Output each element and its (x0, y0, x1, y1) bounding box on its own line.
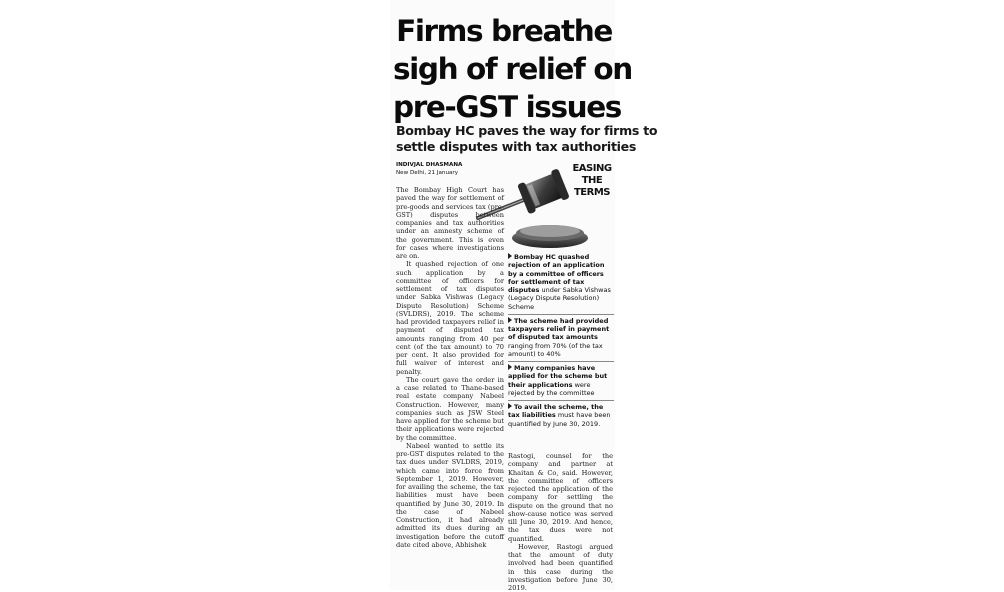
triangle-bullet-icon (508, 317, 512, 323)
key-point-bold: Many companies have applied for the scheme but their applications (508, 364, 608, 389)
key-point (508, 400, 614, 428)
key-point (508, 314, 614, 358)
article-paragraph: Rastogi, counsel for the company and partner at Khaitan & Co, said. However, the committee of officers rejected the application of the company for settling the dispute on the ground that no show-cause notice was served till June 30, 2019. And hence, the tax dues were not quantified. (508, 452, 613, 543)
subhead-line: Bombay HC paves the way for firms to (396, 123, 658, 138)
key-point-bold: The scheme had provided taxpayers relief in payment of disputed tax amounts (508, 316, 610, 342)
headline (393, 12, 632, 126)
key-points-box (508, 251, 614, 431)
sidebar-title-line: EASING (572, 163, 612, 174)
key-point-text: were rejected by the committee (508, 380, 595, 397)
article-paragraph: Nabeel wanted to settle its pre-GST disputes related to the tax dues under SVLDRS, 2019, which came into force from September 1, 2019. However, for availing the scheme, the tax liabilities must have been quantified by June 30, 2019. In the case of Nabeel Construction, it had already admitted its dues during an investigation before the cutoff date cited above, Abhishek (396, 441, 504, 549)
author-name: INDIVJAL DHASMANA (396, 162, 463, 168)
key-point (508, 361, 614, 397)
triangle-bullet-icon (508, 364, 512, 370)
article-paragraph: The court gave the order in a case related to Thane-based real estate company Nabeel Construction. However, many companies such as JSW Steel have applied for the scheme but their applications were rejected by the committee. (396, 375, 504, 442)
article-body-left (396, 186, 504, 549)
subhead-line: settle disputes with tax authorities (396, 139, 637, 154)
article-paragraph: The Bombay High Court has paved the way for settlement of pre-goods and services tax (pre-GST) disputes between companies and tax authorities under an amnesty scheme of the government. This is even for cases where investigations are on. (396, 186, 504, 260)
key-point-bold: To avail the scheme, the tax liabilities (508, 403, 604, 420)
headline-line: Firms breathe (396, 14, 612, 48)
article-paragraph: However, Rastogi argued that the amount of duty involved had been quantified in this case during the investigation before June 30, 2019. (508, 542, 613, 592)
key-point (508, 251, 614, 311)
article-body-right (508, 452, 613, 592)
sidebar-title (572, 163, 612, 199)
article-paragraph: It quashed rejection of one such application by a committee of officers for settlement of tax disputes under Sabka Vishwas (Legacy Dispute Resolution) Scheme (SVLDRS), 2019. The scheme had provided taxpayers relief in payment of disputed tax amounts ranging from 40 per cent (of the tax amount) to 70 per cent. It also provided for full waiver of interest and penalty. (396, 260, 504, 376)
dateline: New Delhi, 21 January (396, 170, 459, 176)
key-point-bold: Bombay HC quashed rejection of an application by a committee of officers for settlement of tax disputes (508, 253, 605, 294)
sidebar-title-line: TERMS (573, 187, 610, 198)
key-point-text: ranging from 70% (of the tax amount) to 40% (508, 341, 603, 358)
headline-line: sigh of relief on (393, 52, 632, 86)
key-point-text: must have been quantified by June 30, 2019. (508, 411, 611, 428)
headline-line: pre-GST issues (393, 90, 621, 124)
sidebar-title-line: THE (581, 175, 603, 186)
triangle-bullet-icon (508, 403, 512, 409)
triangle-bullet-icon (508, 253, 512, 259)
byline (396, 161, 462, 177)
subheadline (396, 123, 658, 155)
key-point-text: under Sabka Vishwas (Legacy Dispute Resolution) Scheme (508, 286, 611, 311)
